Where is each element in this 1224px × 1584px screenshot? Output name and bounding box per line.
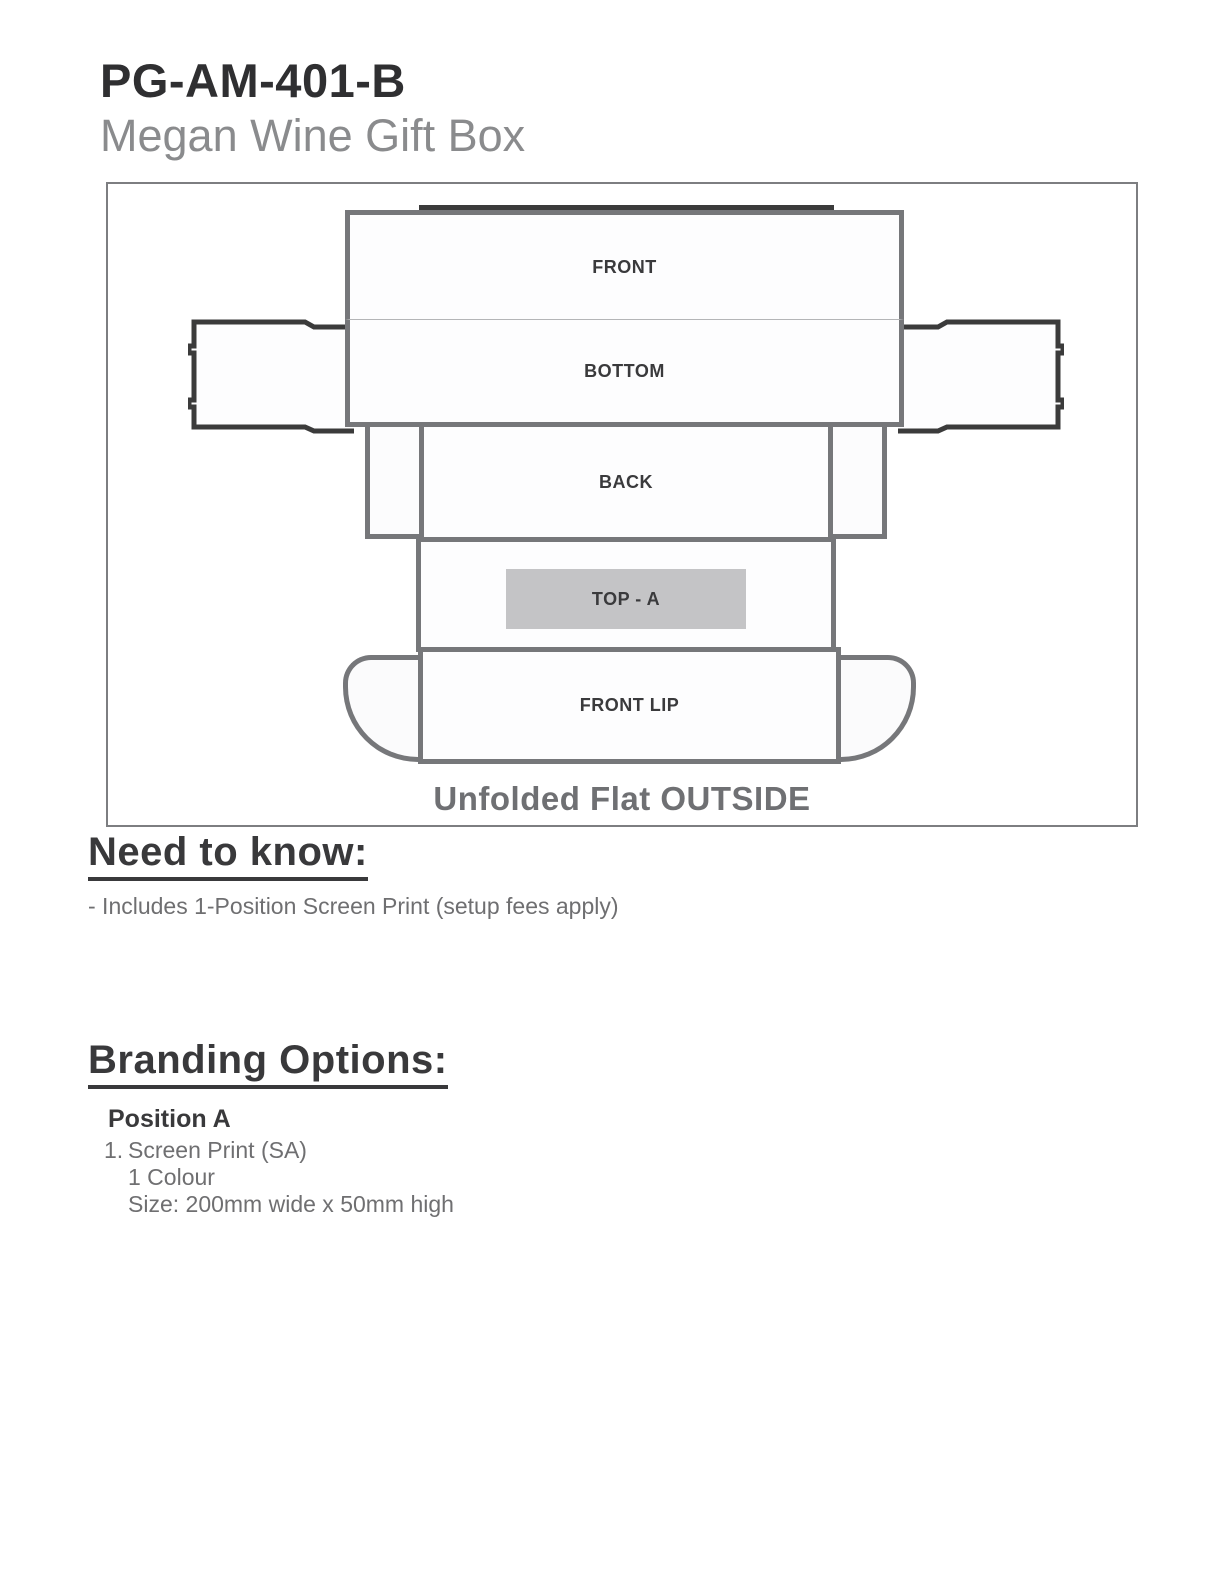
document-header [100, 54, 525, 162]
back-left-wing [365, 427, 419, 539]
front-top-cut-line [419, 205, 834, 210]
back-right-wing [833, 427, 887, 539]
panel-bottom-label: BOTTOM [584, 360, 665, 381]
panel-bottom [345, 320, 904, 427]
panel-top-label: TOP - A [591, 588, 661, 609]
branding-options-heading: Branding Options: [88, 1038, 448, 1089]
need-to-know-section [88, 830, 619, 920]
branding-option-number: 1. [104, 1137, 124, 1163]
page-title: PG-AM-401-B [100, 54, 406, 107]
branding-option-item [104, 1137, 454, 1218]
front-lip-right-flap [830, 655, 916, 762]
dieline-diagram-frame [106, 182, 1138, 827]
branding-option-size: Size: 200mm wide x 50mm high [128, 1191, 454, 1217]
panel-front [345, 210, 904, 320]
left-end-flap-outline [188, 315, 354, 439]
need-to-know-item: - Includes 1-Position Screen Print (setup fees apply) [88, 893, 619, 919]
panel-back [419, 427, 833, 542]
need-to-know-heading: Need to know: [88, 830, 368, 881]
branding-option-details [128, 1137, 454, 1218]
branding-option-method: Screen Print (SA) [128, 1137, 307, 1163]
panel-front-lip-label: FRONT LIP [579, 695, 680, 715]
panel-front-label: FRONT [592, 256, 657, 277]
panel-back-label: BACK [599, 471, 653, 492]
branding-option-colour: 1 Colour [128, 1164, 215, 1190]
diagram-caption: Unfolded Flat OUTSIDE [433, 780, 811, 817]
product-subtitle: Megan Wine Gift Box [100, 110, 526, 162]
branding-options-section [88, 1038, 454, 1218]
position-a-label: Position A [108, 1105, 231, 1133]
print-area-position-a [506, 569, 746, 629]
right-end-flap-outline [898, 315, 1064, 439]
front-lip-left-flap [343, 655, 429, 762]
panel-front-lip [418, 647, 841, 764]
